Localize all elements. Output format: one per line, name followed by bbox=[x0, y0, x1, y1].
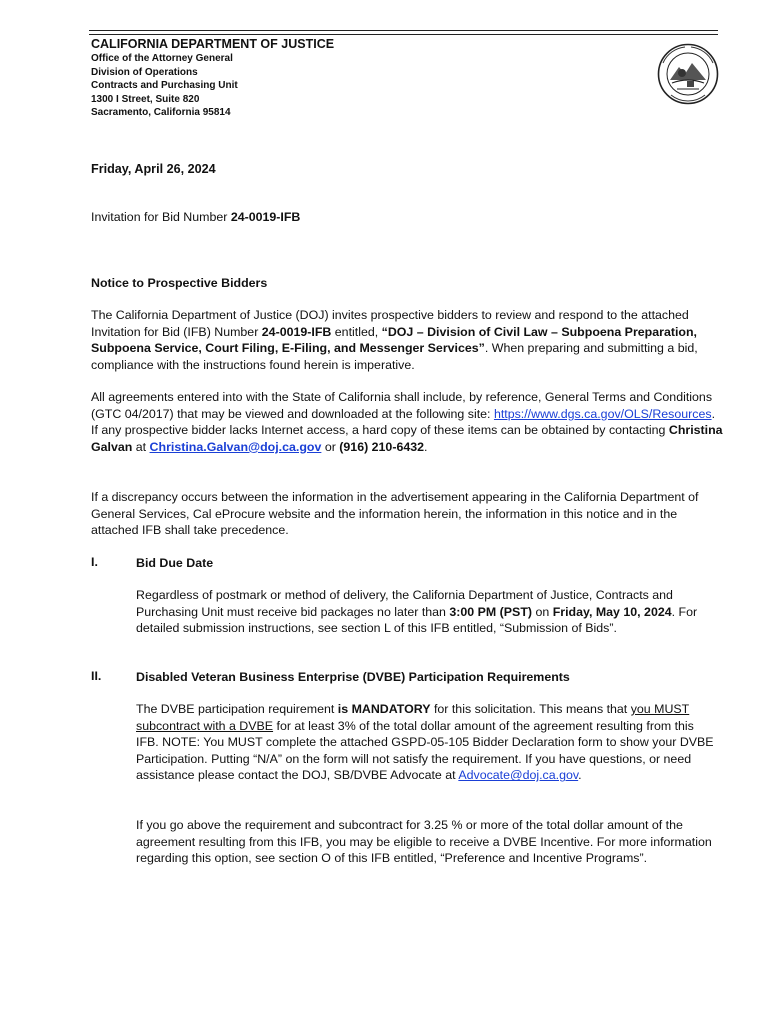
dvbe-text-2: for this solicitation. This means that bbox=[430, 702, 631, 716]
intro-ifb-title: “DOJ – Division of Civil Law – Subpoena Preparation, Subpoena Service, Court Filing, E-Filing, and Messenger Services” bbox=[91, 324, 697, 356]
intro-text-2: entitled, bbox=[331, 324, 382, 339]
bid-due-date: Friday, May 10, 2024 bbox=[552, 604, 672, 619]
dvbe-mandatory: is MANDATORY bbox=[337, 702, 431, 716]
contact-phone: (916) 210-6432 bbox=[339, 439, 425, 454]
ifb-line bbox=[91, 209, 300, 226]
dvbe-text-3: for at least 3% of the total dollar amount of the agreement resulting from this IFB. NOTE: You MUST complete the attached GSPD-05-105 Bidder Declaration form to show your DVBE Participation. Putting “N/A” on the form will not satisfy the requirement. If you have questions, or need assistance please contact the DOJ, SB/DVBE Advocate at bbox=[136, 718, 714, 783]
contact-name: Christina Galvan bbox=[91, 423, 723, 454]
bid-due-text-2: on bbox=[532, 604, 553, 619]
terms-text-5: . bbox=[424, 439, 428, 454]
header-rule-bottom bbox=[89, 34, 718, 35]
bid-due-text-3: . For detailed submission instructions, see section L of this IFB entitled, “Submission of Bids”. bbox=[136, 604, 698, 636]
dvbe-paragraph bbox=[136, 701, 716, 784]
office-name: Office of the Attorney General bbox=[91, 53, 233, 64]
unit-name: Contracts and Purchasing Unit bbox=[91, 80, 238, 92]
terms-paragraph bbox=[91, 389, 723, 455]
state-seal-icon bbox=[657, 43, 719, 105]
notice-heading: Notice to Prospective Bidders bbox=[91, 276, 268, 290]
intro-text-1: The California Department of Justice (DOJ) invites prospective bidders to review and respond to the attached Invitation for Bid (IFB) Number bbox=[91, 308, 689, 339]
dvbe-incentive-paragraph: If you go above the requirement and subcontract for 3.25 % or more of the total dollar amount of the agreement resulting from this IFB, you may be eligible to receive a DVBE Incentive. For more information regarding this option, see section O of this IFB entitled, “Preference and Incentive Programs”. bbox=[136, 818, 712, 866]
letterhead bbox=[91, 37, 334, 120]
city-address: Sacramento, California 95814 bbox=[91, 107, 231, 119]
contact-email-link[interactable]: Christina.Galvan@doj.ca.gov bbox=[149, 439, 322, 454]
division-name: Division of Operations bbox=[91, 66, 198, 78]
terms-text-3: at bbox=[132, 439, 150, 454]
dvbe-underlined: you MUST subcontract with a DVBE bbox=[136, 702, 690, 733]
section-1-heading: Bid Due Date bbox=[136, 556, 214, 570]
dvbe-text-4: . bbox=[578, 768, 582, 783]
section-2-heading: Disabled Veteran Business Enterprise (DVBE) Participation Requirements bbox=[136, 670, 570, 684]
discrepancy-paragraph: If a discrepancy occurs between the information in the advertisement appearing in the California Department of General Services, Cal eProcure website and the information herein, the information in this notice and in the attached IFB shall take precedence. bbox=[91, 490, 699, 538]
section-1-paragraph bbox=[136, 587, 716, 637]
ifb-prefix: Invitation for Bid Number bbox=[91, 210, 231, 224]
section-2-numeral: II. bbox=[91, 669, 102, 683]
section-1-numeral: I. bbox=[91, 555, 98, 569]
terms-text-2: . If any prospective bidder lacks Internet access, a hard copy of these items can be obtained by contacting bbox=[91, 406, 716, 438]
header-rule-top bbox=[89, 30, 718, 31]
terms-text-4: or bbox=[321, 439, 340, 454]
dvbe-text-1: The DVBE participation requirement bbox=[136, 702, 338, 716]
intro-paragraph bbox=[91, 307, 723, 373]
letter-date: Friday, April 26, 2024 bbox=[91, 162, 216, 176]
advocate-email-link[interactable]: Advocate@doj.ca.gov bbox=[458, 768, 579, 783]
ifb-number: 24-0019-IFB bbox=[230, 210, 301, 224]
bid-due-text-1: Regardless of postmark or method of delivery, the California Department of Justice, Contracts and Purchasing Unit must receive bid packages no later than bbox=[136, 588, 673, 619]
intro-ifb-number: 24-0019-IFB bbox=[261, 324, 332, 339]
terms-text-1: All agreements entered into with the State of California shall include, by reference, General Terms and Conditions (GTC 04/2017) that may be viewed and downloaded at the following site: bbox=[91, 390, 713, 421]
street-address: 1300 I Street, Suite 820 bbox=[91, 93, 200, 105]
agency-name: CALIFORNIA DEPARTMENT OF JUSTICE bbox=[91, 37, 335, 51]
bid-due-time: 3:00 PM (PST) bbox=[449, 604, 533, 619]
intro-text-3: . When preparing and submitting a bid, compliance with the instructions found herein is imperative. bbox=[91, 341, 698, 372]
resources-link[interactable]: https://www.dgs.ca.gov/OLS/Resources bbox=[493, 406, 712, 421]
